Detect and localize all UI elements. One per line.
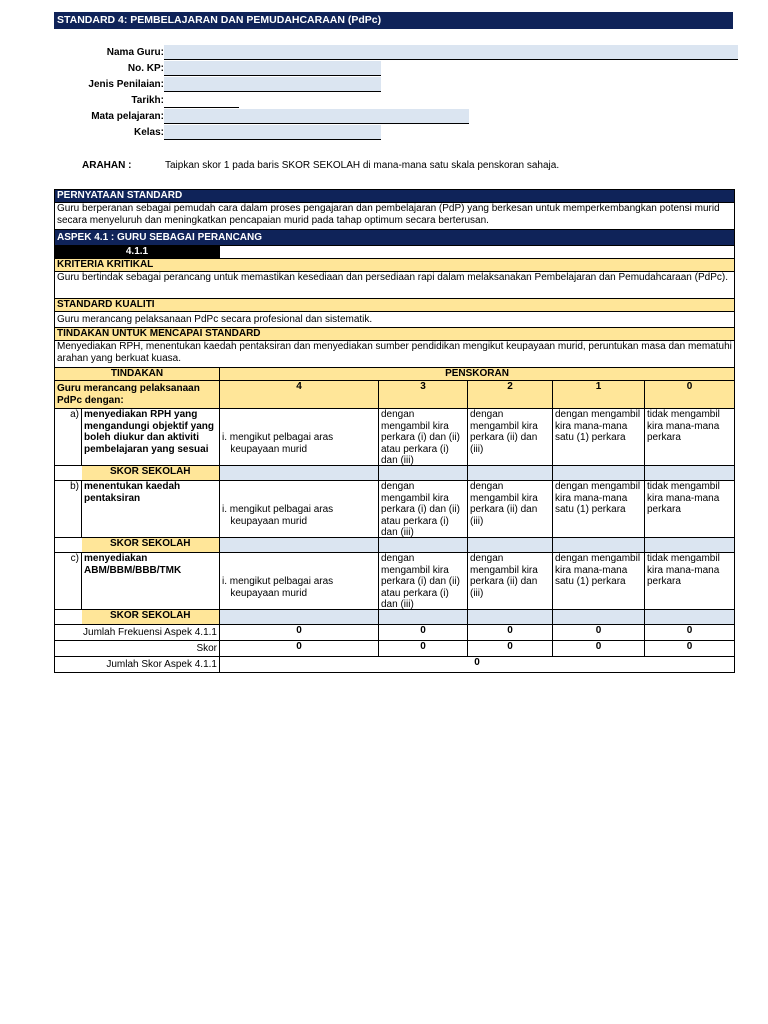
jenis-penilaian-label: Jenis Penilaian: — [88, 79, 164, 90]
score-desc-0-text: tidak mengambil kira mana-mana perkara — [647, 481, 720, 515]
score-desc-3 — [379, 553, 468, 610]
kriteria-header: KRITERIA KRITIKAL — [55, 259, 735, 272]
score-desc-1-text: dengan mengambil kira mana-mana satu (1) perkara — [555, 409, 641, 443]
no-kp-row — [54, 61, 734, 76]
criteria-item-i: i. mengikut pelbagai aras keupayaan murid — [222, 504, 334, 527]
score-desc-1-text: dengan mengambil kira mana-mana satu (1) perkara — [555, 553, 641, 587]
skor-sekolah-input-2[interactable] — [468, 610, 553, 625]
aspek-code-blank — [220, 246, 735, 259]
score-desc-3-text: dengan mengambil kira perkara (i) dan (ii) atau perkara (i) dan (iii) — [381, 409, 460, 465]
score-desc-3-text: dengan mengambil kira perkara (i) dan (ii) atau perkara (i) dan (iii) — [381, 553, 460, 609]
table-row — [55, 481, 735, 538]
skor-sekolah-field-0[interactable] — [647, 466, 732, 478]
skor-sekolah-field-1[interactable] — [555, 538, 642, 550]
score-desc-2 — [468, 481, 553, 538]
kelas-field[interactable] — [164, 125, 381, 140]
standard-kualiti-text: Guru merancang pelaksanaan PdPc secara profesional dan sistematik. — [55, 312, 735, 328]
tindakan-col-header: TINDAKAN — [55, 368, 220, 381]
jumlah-frekuensi-row — [55, 625, 735, 641]
mata-pelajaran-label: Mata pelajaran: — [91, 111, 164, 122]
mata-pelajaran-field[interactable] — [164, 109, 469, 124]
score-desc-3-text: dengan mengambil kira perkara (i) dan (ii) atau perkara (i) dan (iii) — [381, 481, 460, 537]
jumlah-frekuensi-label: Jumlah Frekuensi Aspek 4.1.1 — [55, 625, 220, 641]
skor-sekolah-label: SKOR SEKOLAH — [82, 466, 220, 481]
table-row — [55, 409, 735, 466]
criteria-item-i: i. mengikut pelbagai aras keupayaan murid — [222, 576, 334, 599]
evaluation-table — [54, 189, 735, 673]
skor-sekolah-field-4[interactable] — [222, 610, 376, 622]
aspek-code: 4.1.1 — [55, 246, 220, 259]
nama-guru-label: Nama Guru: — [106, 47, 164, 58]
skor-1: 0 — [553, 641, 645, 657]
skor-sekolah-row — [55, 538, 735, 553]
jumlah-frekuensi-4: 0 — [220, 625, 379, 641]
jumlah-skor-row — [55, 657, 735, 673]
criteria-cell — [220, 409, 379, 466]
item-text — [82, 553, 220, 610]
jumlah-frekuensi-0: 0 — [645, 625, 735, 641]
score-header-1: 1 — [553, 381, 645, 409]
arahan-text: Taipkan skor 1 pada baris SKOR SEKOLAH di mana-mana satu skala penskoran sahaja. — [165, 160, 560, 171]
skor-sekolah-input-0[interactable] — [645, 466, 735, 481]
mata-pelajaran-row — [54, 109, 734, 124]
score-desc-1 — [553, 409, 645, 466]
skor-0: 0 — [645, 641, 735, 657]
skor-sekolah-field-4[interactable] — [222, 538, 376, 550]
skor-sekolah-input-3[interactable] — [379, 610, 468, 625]
kelas-label: Kelas: — [133, 127, 164, 138]
aspek-header: ASPEK 4.1 : GURU SEBAGAI PERANCANG — [55, 230, 735, 246]
score-header-4: 4 — [220, 381, 379, 409]
score-desc-0-text: tidak mengambil kira mana-mana perkara — [647, 553, 720, 587]
skor-sekolah-input-4[interactable] — [220, 610, 379, 625]
skor-sekolah-field-2[interactable] — [470, 538, 550, 550]
skor-sekolah-input-1[interactable] — [553, 466, 645, 481]
skor-sekolah-field-2[interactable] — [470, 466, 550, 478]
tindakan-standard-header: TINDAKAN UNTUK MENCAPAI STANDARD — [55, 328, 735, 341]
tarikh-field[interactable] — [164, 93, 239, 108]
guru-merancang-label: Guru merancang pelaksanaan PdPc dengan: — [55, 381, 220, 409]
item-text — [82, 409, 220, 466]
item-text-content: menentukan kaedah pentaksiran — [84, 481, 181, 504]
skor-sekolah-input-0[interactable] — [645, 538, 735, 553]
tarikh-label: Tarikh: — [131, 95, 164, 106]
pernyataan-text: Guru berperanan sebagai pemudah cara dalam proses pengajaran dan pembelajaran (PdP) yang berkesan untuk memperkembangkan potensi murid secara menyeluruh dan meningkatkan pencapaian murid pada tahap optimum secara berterusan. — [55, 203, 735, 230]
score-desc-1-text: dengan mengambil kira mana-mana satu (1) perkara — [555, 481, 641, 515]
skor-sekolah-input-2[interactable] — [468, 538, 553, 553]
skor-sekolah-row — [55, 466, 735, 481]
tindakan-standard-text: Menyediakan RPH, menentukan kaedah pentaksiran dan menyediakan sumber pendidikan mengikut keupayaan murid, peruntukan masa dan mematuhi arahan yang berkuat kuasa. — [55, 341, 735, 368]
skor-sekolah-input-0[interactable] — [645, 610, 735, 625]
score-desc-2-text: dengan mengambil kira perkara (ii) dan (iii) — [470, 481, 538, 527]
skor-sekolah-input-3[interactable] — [379, 466, 468, 481]
tarikh-row — [54, 93, 734, 108]
jumlah-frekuensi-2: 0 — [468, 625, 553, 641]
skor-sekolah-field-0[interactable] — [647, 538, 732, 550]
skor-3: 0 — [379, 641, 468, 657]
score-desc-0 — [645, 481, 735, 538]
criteria-cell — [220, 481, 379, 538]
skor-sekolah-label: SKOR SEKOLAH — [82, 538, 220, 553]
score-desc-3 — [379, 409, 468, 466]
skor-sekolah-field-1[interactable] — [555, 610, 642, 622]
score-header-2: 2 — [468, 381, 553, 409]
skor-4: 0 — [220, 641, 379, 657]
skor-sekolah-field-2[interactable] — [470, 610, 550, 622]
nama-guru-field[interactable] — [164, 45, 738, 60]
item-letter: c) — [55, 553, 82, 610]
score-desc-1 — [553, 481, 645, 538]
skor-sekolah-row — [55, 610, 735, 625]
skor-sekolah-field-4[interactable] — [222, 466, 376, 478]
score-desc-1 — [553, 553, 645, 610]
score-header-3: 3 — [379, 381, 468, 409]
arahan-label: ARAHAN : — [82, 160, 132, 171]
penskoran-col-header: PENSKORAN — [220, 368, 735, 381]
no-kp-field[interactable] — [164, 61, 381, 76]
skor-sekolah-label: SKOR SEKOLAH — [82, 610, 220, 625]
standard-kualiti-header: STANDARD KUALITI — [55, 299, 735, 312]
no-kp-label: No. KP: — [127, 63, 164, 74]
skor-sekolah-field-3[interactable] — [381, 538, 465, 550]
score-desc-0-text: tidak mengambil kira mana-mana perkara — [647, 409, 720, 443]
item-letter: b) — [55, 481, 82, 538]
jumlah-frekuensi-1: 0 — [553, 625, 645, 641]
table-row — [55, 553, 735, 610]
criteria-cell — [220, 553, 379, 610]
skor-sekolah-input-1[interactable] — [553, 538, 645, 553]
score-desc-0 — [645, 409, 735, 466]
pernyataan-header: PERNYATAAN STANDARD — [55, 190, 735, 203]
item-text — [82, 481, 220, 538]
skor-sekolah-input-1[interactable] — [553, 610, 645, 625]
jenis-penilaian-row — [54, 77, 734, 92]
item-letter: a) — [55, 409, 82, 466]
jenis-penilaian-field[interactable] — [164, 77, 381, 92]
skor-row — [55, 641, 735, 657]
item-text-content: menyediakan ABM/BBM/BBB/TMK — [84, 553, 182, 576]
skor-sekolah-input-3[interactable] — [379, 538, 468, 553]
skor-sekolah-input-4[interactable] — [220, 466, 379, 481]
jumlah-skor-label: Jumlah Skor Aspek 4.1.1 — [55, 657, 220, 673]
score-desc-2 — [468, 409, 553, 466]
jumlah-skor-value: 0 — [220, 657, 735, 673]
score-desc-0 — [645, 553, 735, 610]
score-desc-2 — [468, 553, 553, 610]
criteria-item-i: i. mengikut pelbagai aras keupayaan murid — [222, 432, 334, 455]
skor-2: 0 — [468, 641, 553, 657]
skor-sekolah-field-3[interactable] — [381, 466, 465, 478]
page-title: STANDARD 4: PEMBELAJARAN DAN PEMUDAHCARAAN (PdPc) — [54, 12, 733, 29]
skor-sekolah-input-2[interactable] — [468, 466, 553, 481]
score-desc-2-text: dengan mengambil kira perkara (ii) dan (iii) — [470, 553, 538, 599]
score-desc-3 — [379, 481, 468, 538]
nama-guru-row — [54, 45, 734, 60]
score-header-0: 0 — [645, 381, 735, 409]
kelas-row — [54, 125, 734, 140]
skor-sekolah-field-3[interactable] — [381, 610, 465, 622]
skor-label: Skor — [55, 641, 220, 657]
item-text-content: menyediakan RPH yang mengandungi objektif yang boleh diukur dan aktiviti pembelajaran yang sesuai — [84, 409, 215, 455]
kriteria-text: Guru bertindak sebagai perancang untuk memastikan kesediaan dan persediaan rapi dalam melaksanakan Pembelajaran dan Pemudahcaraan (PdPc). — [55, 272, 735, 299]
skor-sekolah-input-4[interactable] — [220, 538, 379, 553]
score-desc-2-text: dengan mengambil kira perkara (ii) dan (iii) — [470, 409, 538, 455]
skor-sekolah-field-0[interactable] — [647, 610, 732, 622]
jumlah-frekuensi-3: 0 — [379, 625, 468, 641]
skor-sekolah-field-1[interactable] — [555, 466, 642, 478]
